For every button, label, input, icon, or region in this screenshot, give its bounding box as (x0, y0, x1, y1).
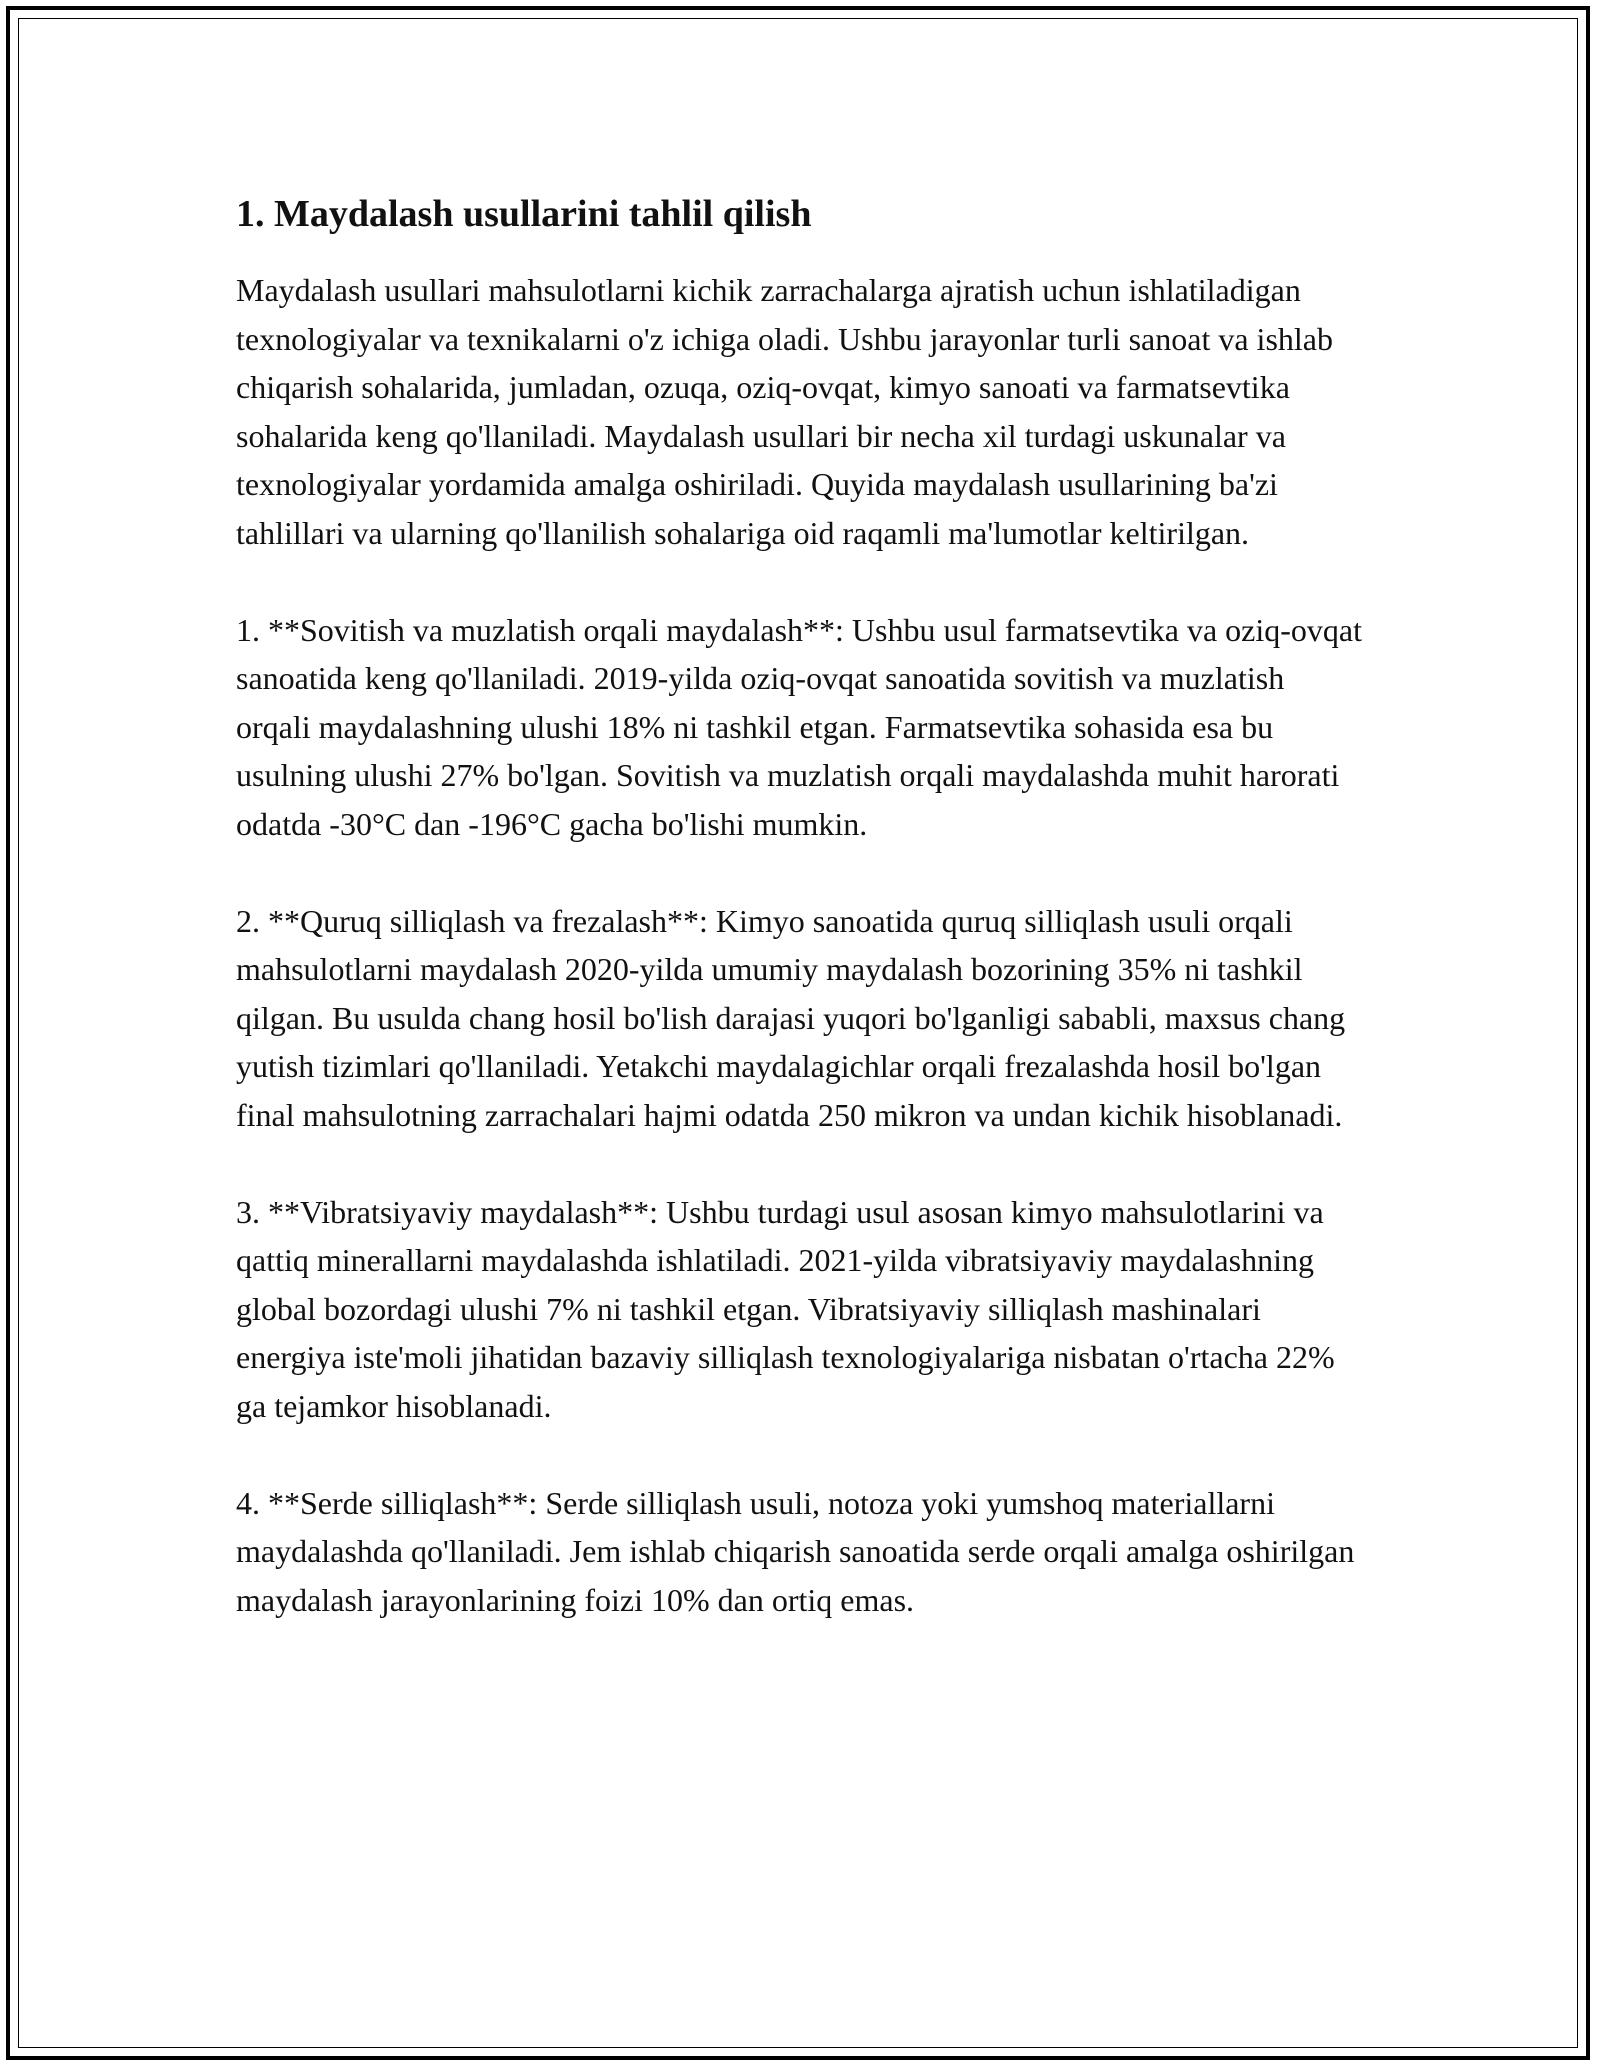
method-paragraph-1: 1. **Sovitish va muzlatish orqali maydalash**: Ushbu usul farmatsevtika va oziq-ovqat sanoatida keng qo'llaniladi. 2019-yilda oziq-ovqat sanoatida sovitish va muzlatish orqali maydalashning ulushi 18% ni tashkil etgan. Farmatsevtika sohasida esa bu usulning ulushi 27% bo'lgan. Sovitish va muzlatish orqali maydalashda muhit harorati odatda -30°C dan -196°C gacha bo'lishi mumkin. (236, 611, 1363, 842)
method-paragraph-2: 2. **Quruq silliqlash va frezalash**: Kimyo sanoatida quruq silliqlash usuli orqali mahsulotlarni maydalash 2020-yilda umumiy maydalash bozorining 35% ni tashkil qilgan. Bu usulda chang hosil bo'lish darajasi yuqori bo'lganligi sababli, maxsus chang yutish tizimlari qo'llaniladi. Yetakchi maydalagichlar orqali frezalashda hosil bo'lgan final mahsulotning zarrachalari hajmi odatda 250 mikron va undan kichik hisoblanadi. (236, 902, 1346, 1133)
section-heading: 1. Maydalash usullarini tahlil qilish (236, 193, 812, 235)
method-paragraph-4: 4. **Serde silliqlash**: Serde silliqlash usuli, notoza yoki yumshoq materiallarni maydalashda qo'llaniladi. Jem ishlab chiqarish sanoatida serde orqali amalga oshirilgan maydalash jarayonlarining foizi 10% dan ortiq emas. (236, 1484, 1355, 1618)
intro-paragraph: Maydalash usullari mahsulotlarni kichik zarrachalarga ajratish uchun ishlatiladigan texnologiyalar va texnikalarni o'z ichiga oladi. Ushbu jarayonlar turli sanoat va ishlab chiqarish sohalarida, jumladan, ozuqa, oziq-ovqat, kimyo sanoati va farmatsevtika sohalarida keng qo'llaniladi. Maydalash usullari bir necha xil turdagi uskunalar va texnologiyalar yordamida amalga oshiriladi. Quyida maydalash usullarining ba'zi tahlillari va ularning qo'llanilish sohalariga oid raqamli ma'lumotlar keltirilgan. (236, 272, 1333, 551)
document-body (236, 188, 1364, 1673)
method-paragraph-3: 3. **Vibratsiyaviy maydalash**: Ushbu turdagi usul asosan kimyo mahsulotlarini va qattiq minerallarni maydalashda ishlatiladi. 2021-yilda vibratsiyaviy maydalashning global bozordagi ulushi 7% ni tashkil etgan. Vibratsiyaviy silliqlash mashinalari energiya iste'moli jihatidan bazaviy silliqlash texnologiyalariga nisbatan o'rtacha 22% ga tejamkor hisoblanadi. (236, 1193, 1335, 1424)
